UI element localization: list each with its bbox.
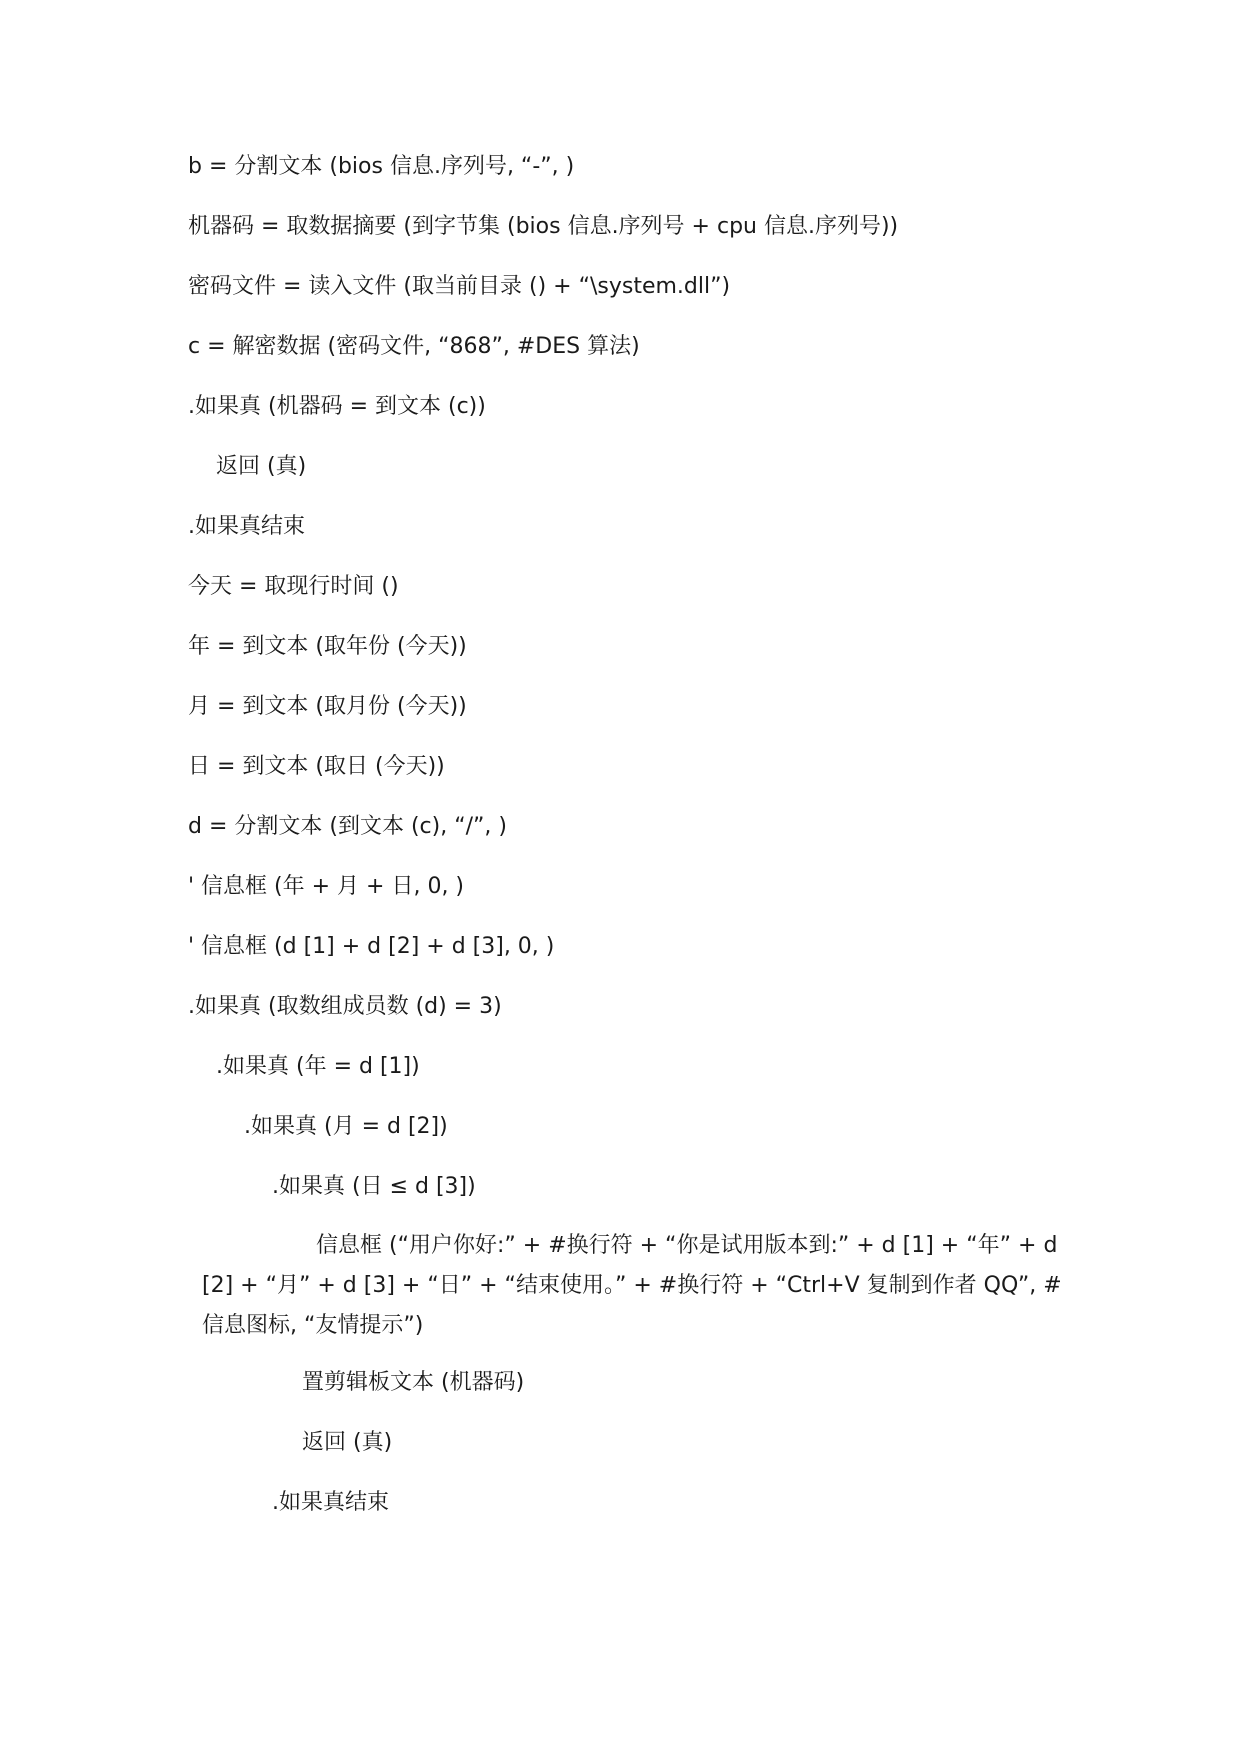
code-line: 月 = 到文本 (取月份 (今天))	[188, 694, 467, 719]
code-line: .如果真 (机器码 = 到文本 (c))	[188, 394, 486, 419]
code-line: b = 分割文本 (bios 信息.序列号, “-”, )	[188, 154, 575, 179]
code-line: 密码文件 = 读入文件 (取当前目录 () + “\system.dll”)	[188, 274, 731, 299]
code-line: .如果真结束	[188, 514, 305, 539]
code-line: .如果真 (年 = d [1])	[216, 1054, 420, 1079]
code-line: d = 分割文本 (到文本 (c), “/”, )	[188, 814, 507, 839]
code-line: .如果真 (日 ≤ d [3])	[272, 1174, 476, 1199]
code-line-wrapped: 信息框 (“用户你好:” + #换行符 + “你是试用版本到:” + d [1] + “年” + d [2] + “月” + d [3] + “日” + “结束使用。” + #换行符 + “Ctrl+V 复制到作者 QQ”, #信息图标, “友情提示”)	[202, 1233, 1062, 1338]
code-line: 机器码 = 取数据摘要 (到字节集 (bios 信息.序列号 + cpu 信息.序列号))	[188, 214, 899, 239]
code-line: .如果真 (月 = d [2])	[244, 1114, 448, 1139]
code-line: ' 信息框 (d [1] + d [2] + d [3], 0, )	[188, 934, 555, 959]
code-line: .如果真 (取数组成员数 (d) = 3)	[188, 994, 502, 1019]
code-line: 返回 (真)	[302, 1430, 393, 1455]
code-line: 年 = 到文本 (取年份 (今天))	[188, 634, 467, 659]
code-line: .如果真结束	[272, 1490, 389, 1515]
code-line: 日 = 到文本 (取日 (今天))	[188, 754, 445, 779]
code-listing	[188, 152, 1068, 1548]
code-line: c = 解密数据 (密码文件, “868”, #DES 算法)	[188, 334, 640, 359]
code-line: ' 信息框 (年 + 月 + 日, 0, )	[188, 874, 465, 899]
code-line: 返回 (真)	[216, 454, 307, 479]
code-line: 置剪辑板文本 (机器码)	[302, 1370, 525, 1395]
code-line: 今天 = 取现行时间 ()	[188, 574, 399, 599]
